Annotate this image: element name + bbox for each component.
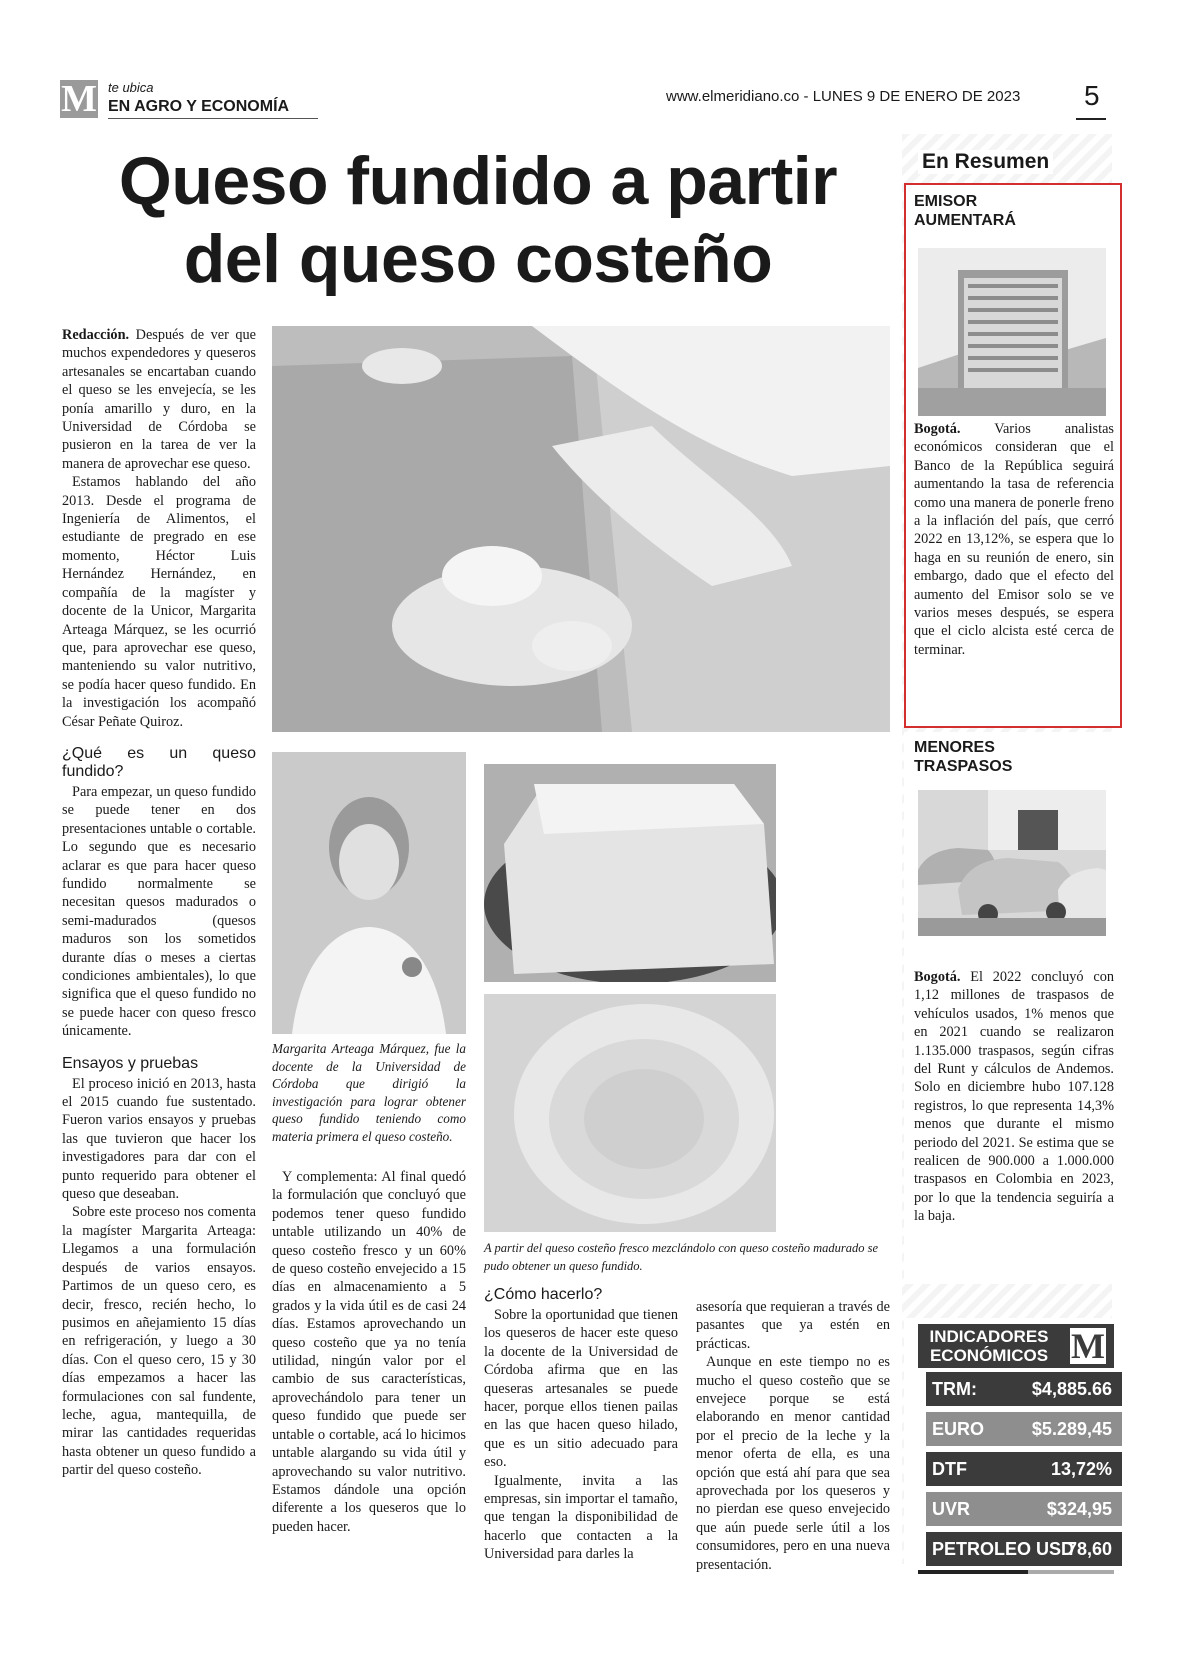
- emisor-building-photo: [918, 248, 1106, 416]
- indicator-petroleo: [926, 1532, 1122, 1566]
- indicator-label: EURO: [932, 1419, 985, 1439]
- headline-line-2: del queso costeño: [183, 221, 773, 297]
- indicator-trm: [926, 1372, 1122, 1406]
- article-column-4: [696, 1298, 890, 1574]
- paragraph: Estamos hablando del año 2013. Desde el programa de Ingeniería de Alimentos, el estudiante de pregrado en ese momento, Héctor Luis Hernández Hernández, en compañía de la magíster y docente de la Unicor, Margarita Arteaga Márquez, se les ocurrió que, para aprovechar ese queso, manteniendo su valor nutritivo, se podía hacer queso fundido. En la investigación los acompañó César Peñate Quiroz.: [62, 474, 256, 730]
- article-column-1: [62, 326, 256, 1480]
- subheading-what-is: ¿Qué es un queso fundido?: [62, 744, 256, 780]
- story-text-traspasos: [914, 968, 1114, 1226]
- page-number-rule: [1076, 118, 1106, 120]
- byline-lead: Redacción.: [62, 327, 130, 343]
- indicators-logo: M: [1071, 1326, 1105, 1366]
- indicator-value: $324,95: [1046, 1499, 1112, 1519]
- indicator-label: UVR: [932, 1499, 971, 1519]
- paragraph: Sobre este proceso nos comenta la magíster Margarita Arteaga: Llegamos a una formulación después de varios ensayos. Partimos de un queso cero, es decir, fresco, recién hecho, lo pusimos en añejamiento 15 días en refrigeración, y luego a 30 días. Con el queso cero, 15 y 30 días empezamos a hacer las formulaciones con sal fundente, leche, agua, mantequilla, de mirar las cantidades requeridas hasta obtener un queso fundido a partir del queso costeño.: [62, 1204, 256, 1479]
- indicator-label: TRM:: [932, 1379, 977, 1399]
- article-headline: [60, 142, 896, 298]
- story-lead: Bogotá.: [914, 421, 961, 437]
- cheese-block-photo: [484, 764, 776, 982]
- indicator-euro: [926, 1412, 1122, 1446]
- section-rule: [108, 118, 318, 119]
- headline-line-1: Queso fundido a partir: [118, 143, 838, 219]
- portrait-photo: [272, 752, 466, 1034]
- used-cars-photo: [918, 790, 1106, 936]
- indicators-footer-bar-light: [1028, 1570, 1114, 1574]
- indicator-value: 13,72%: [1050, 1459, 1112, 1479]
- cheese-caption: A partir del queso costeño fresco mezclándolo con queso costeño madurado se pudo obtener un queso fundido.: [484, 1241, 879, 1273]
- dateline: www.elmeridiano.co - LUNES 9 DE ENERO DE 2023: [666, 88, 1021, 105]
- subheading-how-to: ¿Cómo hacerlo?: [484, 1286, 603, 1303]
- indicators-title: INDICADORES ECONÓMICOS: [929, 1327, 1049, 1365]
- masthead-logo: M: [61, 78, 97, 120]
- indicator-label: DTF: [932, 1459, 967, 1479]
- indicators-footer-bar: [918, 1570, 1028, 1574]
- article-column-3: [484, 1282, 678, 1564]
- section-kicker: te ubica: [108, 80, 154, 95]
- cheese-plate-photo: [484, 994, 776, 1232]
- article-column-2: [272, 1168, 466, 1536]
- story-headline-traspasos: MENORES TRASPASOS: [914, 739, 1013, 775]
- story-body: Varios analistas económicos consideran que el Banco de la República seguirá aumentando la tasa de referencia como una manera de ponerle freno a la inflación del país, que cerró 2022 en 13,12%, se espera que lo haga en su reunión de enero, sin embargo, dado que el efecto del aumento del Emisor solo se ve varios meses después, se espera que el ciclo alcista esté cerca de terminar.: [914, 421, 1114, 658]
- sidebar-title: En Resumen: [918, 150, 1053, 174]
- paragraph: Y complementa: Al final quedó la formulación que concluyó que podemos tener queso fundido untable utilizando un 40% de queso costeño fresco y un 60% de queso costeño envejecido a 15 días en almacenamiento a 5 grados y la vida útil es de casi 24 días. Estamos aprovechando un queso costeño que ya no tenía utilidad, ningún valor por el cambio de sus características, aprovechándolo para tener un queso fundido que puede ser untable o cortable, acá lo hicimos untable alargando su vida útil y aprovechando su valor nutritivo. Estamos dándole una opción diferente a los queseros que lo pueden hacer.: [272, 1169, 466, 1535]
- paragraph: Sobre la oportunidad que tienen los queseros de hacer este queso la docente de la Universidad de Córdoba afirma que en las queseras artesanales se puede hacer, porque ellos tienen pailas en las que hacen queso hilado, que es un sitio adecuado para eso.: [484, 1307, 678, 1471]
- main-photo: [272, 326, 890, 732]
- paragraph: Para empezar, un queso fundido se puede tener en dos presentaciones untable o cortable. Lo segundo que es necesario aclarar es que para hacer queso fundido normalmente se necesitan quesos madurados o semi-madurados (quesos maduros son los sometidos durante días o meses a ciertas condiciones ambientales), lo que significa que el queso fundido no se puede hacer con queso fresco únicamente.: [62, 783, 256, 1040]
- paragraph: Después de ver que muchos expendedores y queseros artesanales se encartaban cuando el queso se les envejecía, se les ponía amarillo y duro, en la Universidad de Córdoba se pusieron en la tarea de ver la manera de aprovechar ese queso.: [62, 327, 256, 472]
- story-text-emisor: [914, 420, 1114, 659]
- subheading-tests: Ensayos y pruebas: [62, 1054, 199, 1072]
- paragraph: Aunque en este tiempo no es mucho el queso costeño que se envejece porque se está elaborando en menor cantidad por el precio de la leche y la menor oferta de ella, es una opción que está ahí para que sea aprovechada por los queseros y no pierdan ese queso envejecido que aún puede serle útil a los consumidores, pero en una nueva presentación.: [696, 1354, 890, 1573]
- paragraph: asesoría que requieran a través de pasantes que ya estén en prácticas.: [696, 1299, 890, 1352]
- indicator-uvr: [926, 1492, 1122, 1526]
- section-title: EN AGRO Y ECONOMÍA: [108, 98, 290, 115]
- page-number: 5: [1084, 80, 1100, 111]
- indicator-value: 78,60: [1066, 1539, 1112, 1559]
- story-body: El 2022 concluyó con 1,12 millones de traspasos de vehículos usados, 1% menos que en 2021 cuando se realizaron 1.135.000 traspasos, según cifras del Runt y cálculos de Andemos. Solo en diciembre hubo 107.128 registros, lo que representa 14,3% menos que durante el mismo periodo del 2021. Se estima que se realicen de 900.000 a 1.000.000 traspasos en Colombia en 2023, por lo que la tendencia seguiría a la baja.: [914, 969, 1114, 1225]
- indicator-value: $5.289,45: [1031, 1419, 1112, 1439]
- portrait-caption: Margarita Arteaga Márquez, fue la docente de la Universidad de Córdoba que dirigió la investigación para lograr obtener queso fundido teniendo como materia primera el queso costeño.: [272, 1041, 466, 1144]
- indicator-dtf: [926, 1452, 1122, 1486]
- story-headline-emisor: EMISOR AUMENTARÁ: [914, 193, 1016, 229]
- indicator-label: PETROLEO USD: [932, 1539, 1075, 1559]
- paragraph: El proceso inició en 2013, hasta el 2015 cuando fue sustentado. Fueron varios ensayos y pruebas las que tuvieron que hacer los investigadores para dar con el punto requerido para obtener el queso que deseaban.: [62, 1075, 256, 1203]
- story-lead: Bogotá.: [914, 969, 961, 985]
- paragraph: Igualmente, invita a las empresas, sin importar el tamaño, que tengan la disponibilidad de hacerlo que contacten a la Universidad para darles la: [484, 1472, 678, 1563]
- indicator-value: $4,885.66: [1031, 1379, 1112, 1399]
